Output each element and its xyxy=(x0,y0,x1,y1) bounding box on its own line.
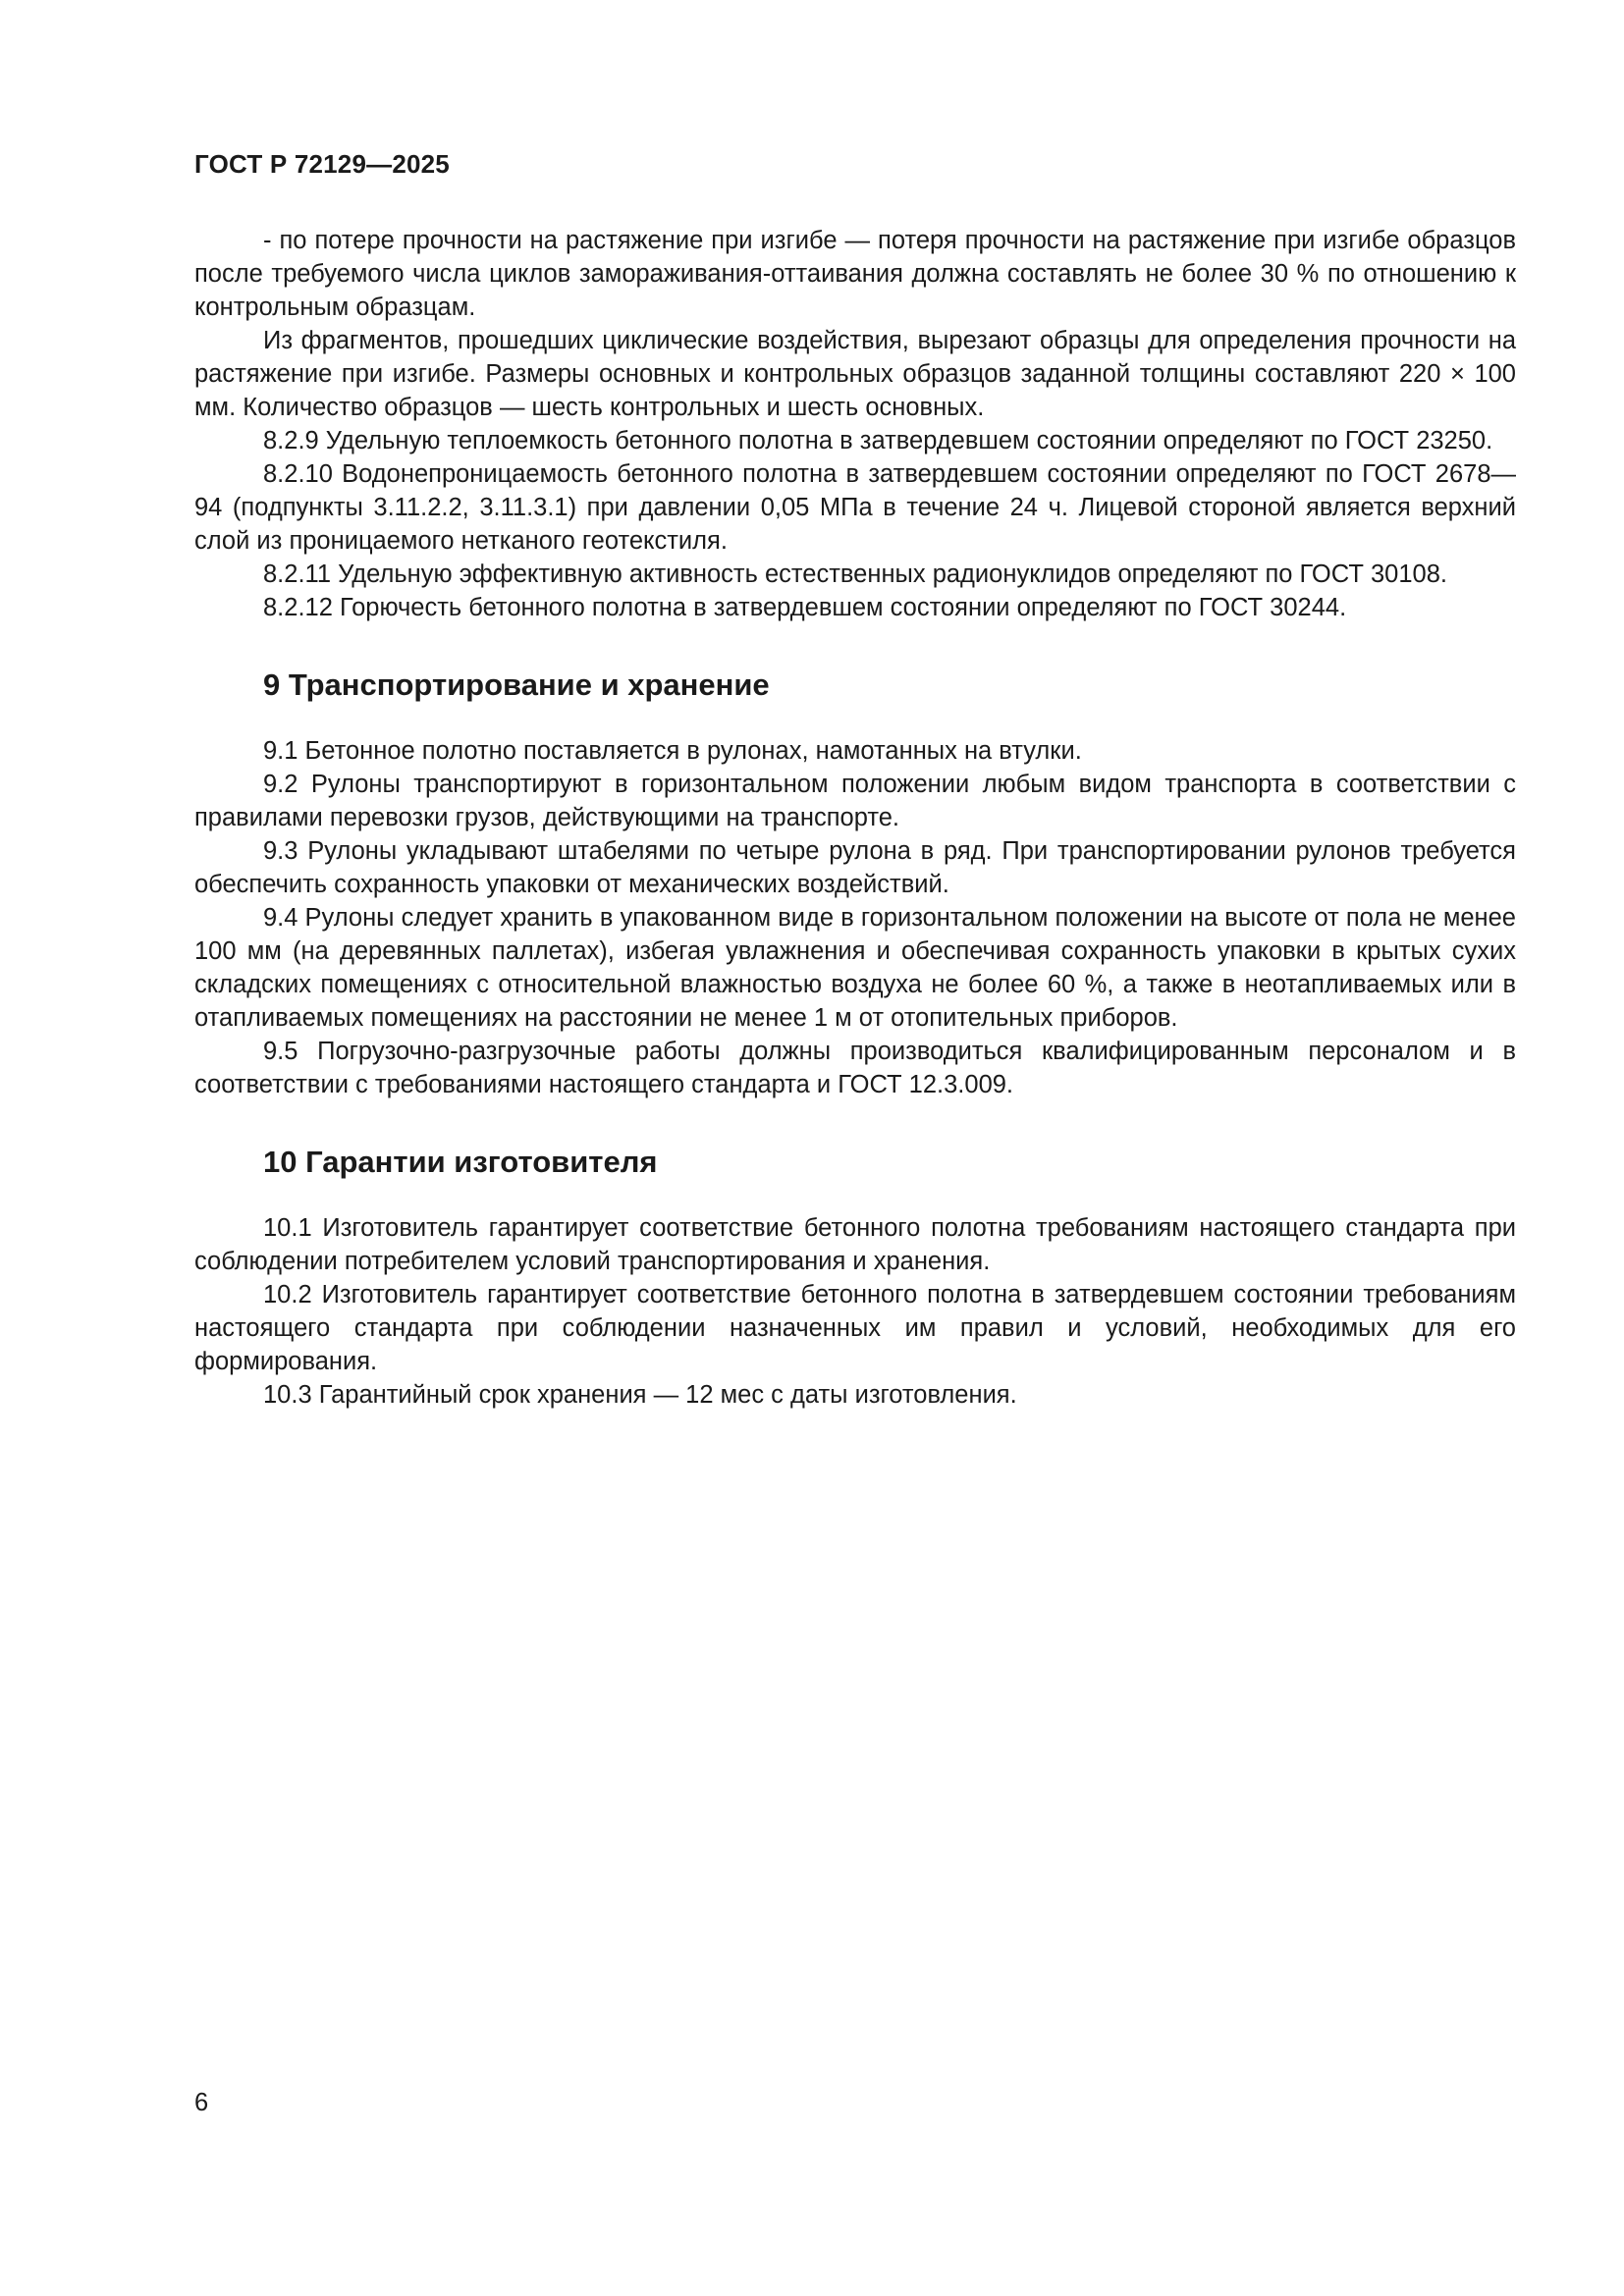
paragraph: 8.2.9 Удельную теплоемкость бетонного полотна в затвердевшем состоянии определяют по ГОСТ 23250. xyxy=(263,427,1493,454)
page-number: 6 xyxy=(194,2089,209,2116)
paragraph: 9.5 Погрузочно-разгрузочные работы должны производиться квалифицированным персоналом и в соответствии с требованиями настоящего стандарта и ГОСТ 12.3.009. xyxy=(194,1038,1516,1098)
paragraph: 9.4 Рулоны следует хранить в упакованном виде в горизонтальном положении на высоте от пола не менее 100 мм (на деревянных паллетах), избегая увлажнения и обеспечивая сохранность упаковки в крытых сухих складских помещениях с относительной влажностью воздуха не более 60 %, а также в неотапливаемых или в отапливаемых помещениях на расстоянии не менее 1 м от отопительных приборов. xyxy=(194,904,1516,1032)
paragraph: 8.2.11 Удельную эффективную активность естественных радионуклидов определяют по ГОСТ 30108. xyxy=(263,561,1447,588)
paragraph: 9.3 Рулоны укладывают штабелями по четыре рулона в ряд. При транспортировании рулонов требуется обеспечить сохранность упаковки от механических воздействий. xyxy=(194,837,1516,898)
section-9-body xyxy=(194,734,1516,1101)
paragraph: 8.2.12 Горючесть бетонного полотна в затвердевшем состоянии определяют по ГОСТ 30244. xyxy=(263,594,1347,621)
paragraph: 9.1 Бетонное полотно поставляется в рулонах, намотанных на втулки. xyxy=(263,737,1082,765)
paragraph: - по потере прочности на растяжение при изгибе — потеря прочности на растяжение при изгибе образцов после требуемого числа циклов замораживания-оттаивания должна составлять не более 30 % по отношению к контрольным образцам. xyxy=(194,227,1516,321)
section-9-heading: 9 Транспортирование и хранение xyxy=(263,667,770,702)
paragraph: 10.2 Изготовитель гарантирует соответствие бетонного полотна в затвердевшем состоянии требованиям настоящего стандарта при соблюдении назначенных им правил и условий, необходимых для его формирования. xyxy=(194,1281,1516,1375)
section-10-heading: 10 Гарантии изготовителя xyxy=(263,1145,658,1179)
paragraph: 10.3 Гарантийный срок хранения — 12 мес с даты изготовления. xyxy=(263,1381,1017,1409)
paragraph: 8.2.10 Водонепроницаемость бетонного полотна в затвердевшем состоянии определяют по ГОСТ 2678—94 (подпункты 3.11.2.2, 3.11.3.1) при давлении 0,05 МПа в течение 24 ч. Лицевой стороной является верхний слой из проницаемого нетканого геотекстиля. xyxy=(194,460,1516,555)
paragraph: 10.1 Изготовитель гарантирует соответствие бетонного полотна требованиям настоящего стандарта при соблюдении потребителем условий транспортирования и хранения. xyxy=(194,1214,1516,1275)
section-10-body xyxy=(194,1211,1516,1412)
page-content xyxy=(194,224,1516,1412)
section-8-continuation xyxy=(194,224,1516,624)
document-id-header: ГОСТ Р 72129—2025 xyxy=(194,149,450,179)
paragraph: 9.2 Рулоны транспортируют в горизонтальном положении любым видом транспорта в соответствии с правилами перевозки грузов, действующими на транспорте. xyxy=(194,771,1516,831)
paragraph: Из фрагментов, прошедших циклические воздействия, вырезают образцы для определения прочности на растяжение при изгибе. Размеры основных и контрольных образцов заданной толщины составляют 220 × 100 мм. Количество образцов — шесть контрольных и шесть основных. xyxy=(194,327,1516,421)
